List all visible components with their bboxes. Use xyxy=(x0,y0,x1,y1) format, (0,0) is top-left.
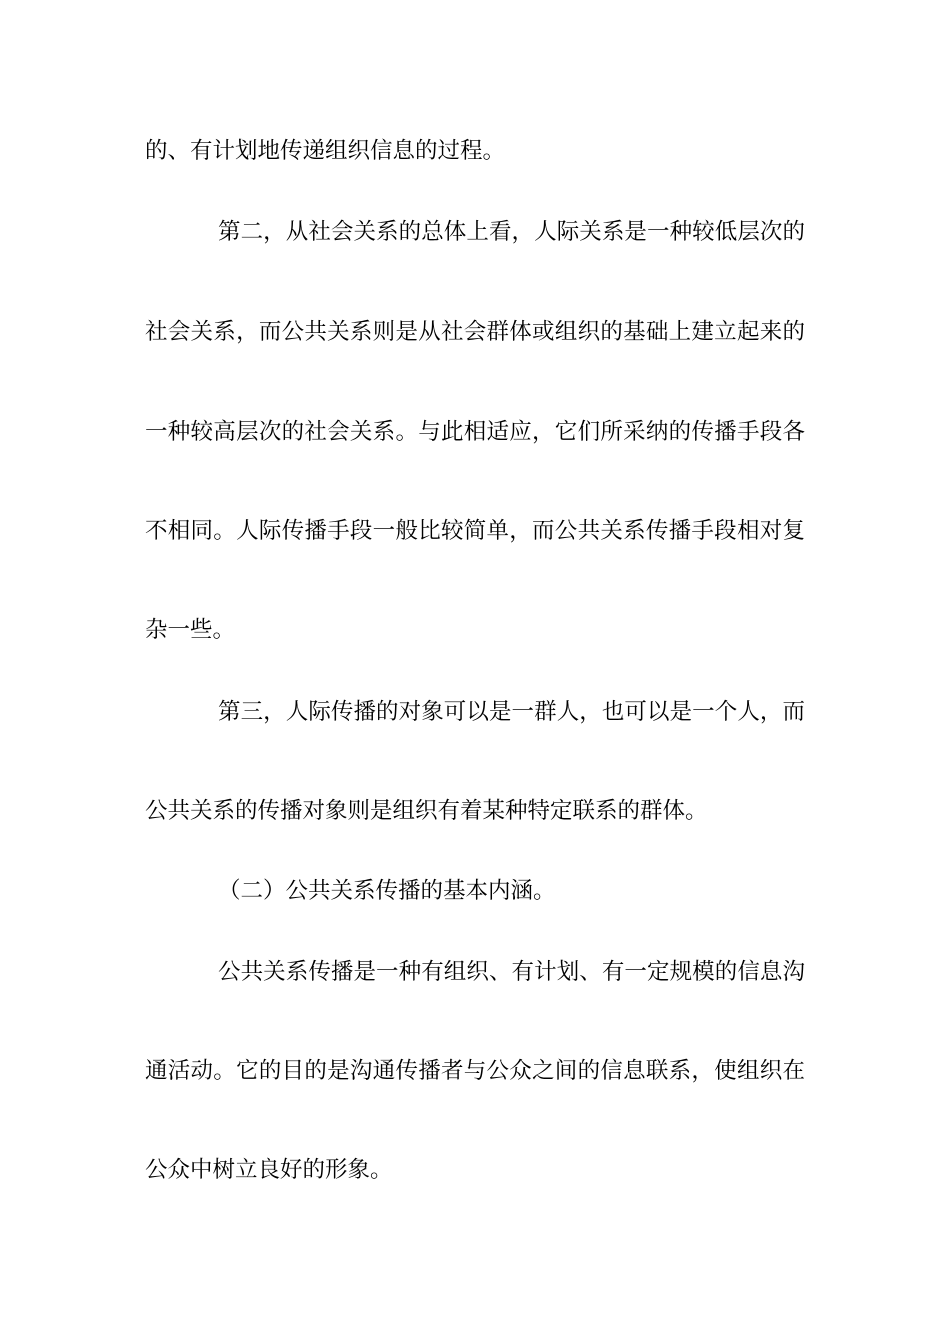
paragraph-line: 通活动。它的目的是沟通传播者与公众之间的信息联系，使组织在 xyxy=(145,1058,805,1084)
paragraph-line: 公众中树立良好的形象。 xyxy=(145,1157,393,1183)
section-heading: （二）公共关系传播的基本内涵。 xyxy=(218,878,556,904)
paragraph-line: 一种较高层次的社会关系。与此相适应，它们所采纳的传播手段各 xyxy=(145,419,805,445)
paragraph-line: 的、有计划地传递组织信息的过程。 xyxy=(145,138,506,164)
paragraph-line: 第二，从社会关系的总体上看，人际关系是一种较低层次的 xyxy=(218,219,805,245)
paragraph-line: 第三，人际传播的对象可以是一群人，也可以是一个人，而 xyxy=(218,699,805,725)
paragraph-line: 公共关系的传播对象则是组织有着某种特定联系的群体。 xyxy=(145,798,708,824)
paragraph-line: 不相同。人际传播手段一般比较简单，而公共关系传播手段相对复 xyxy=(145,518,805,544)
paragraph-line: 杂一些。 xyxy=(145,617,236,643)
paragraph-line: 公共关系传播是一种有组织、有计划、有一定规模的信息沟 xyxy=(218,959,805,985)
paragraph-line: 社会关系，而公共关系则是从社会群体或组织的基础上建立起来的 xyxy=(145,319,805,345)
